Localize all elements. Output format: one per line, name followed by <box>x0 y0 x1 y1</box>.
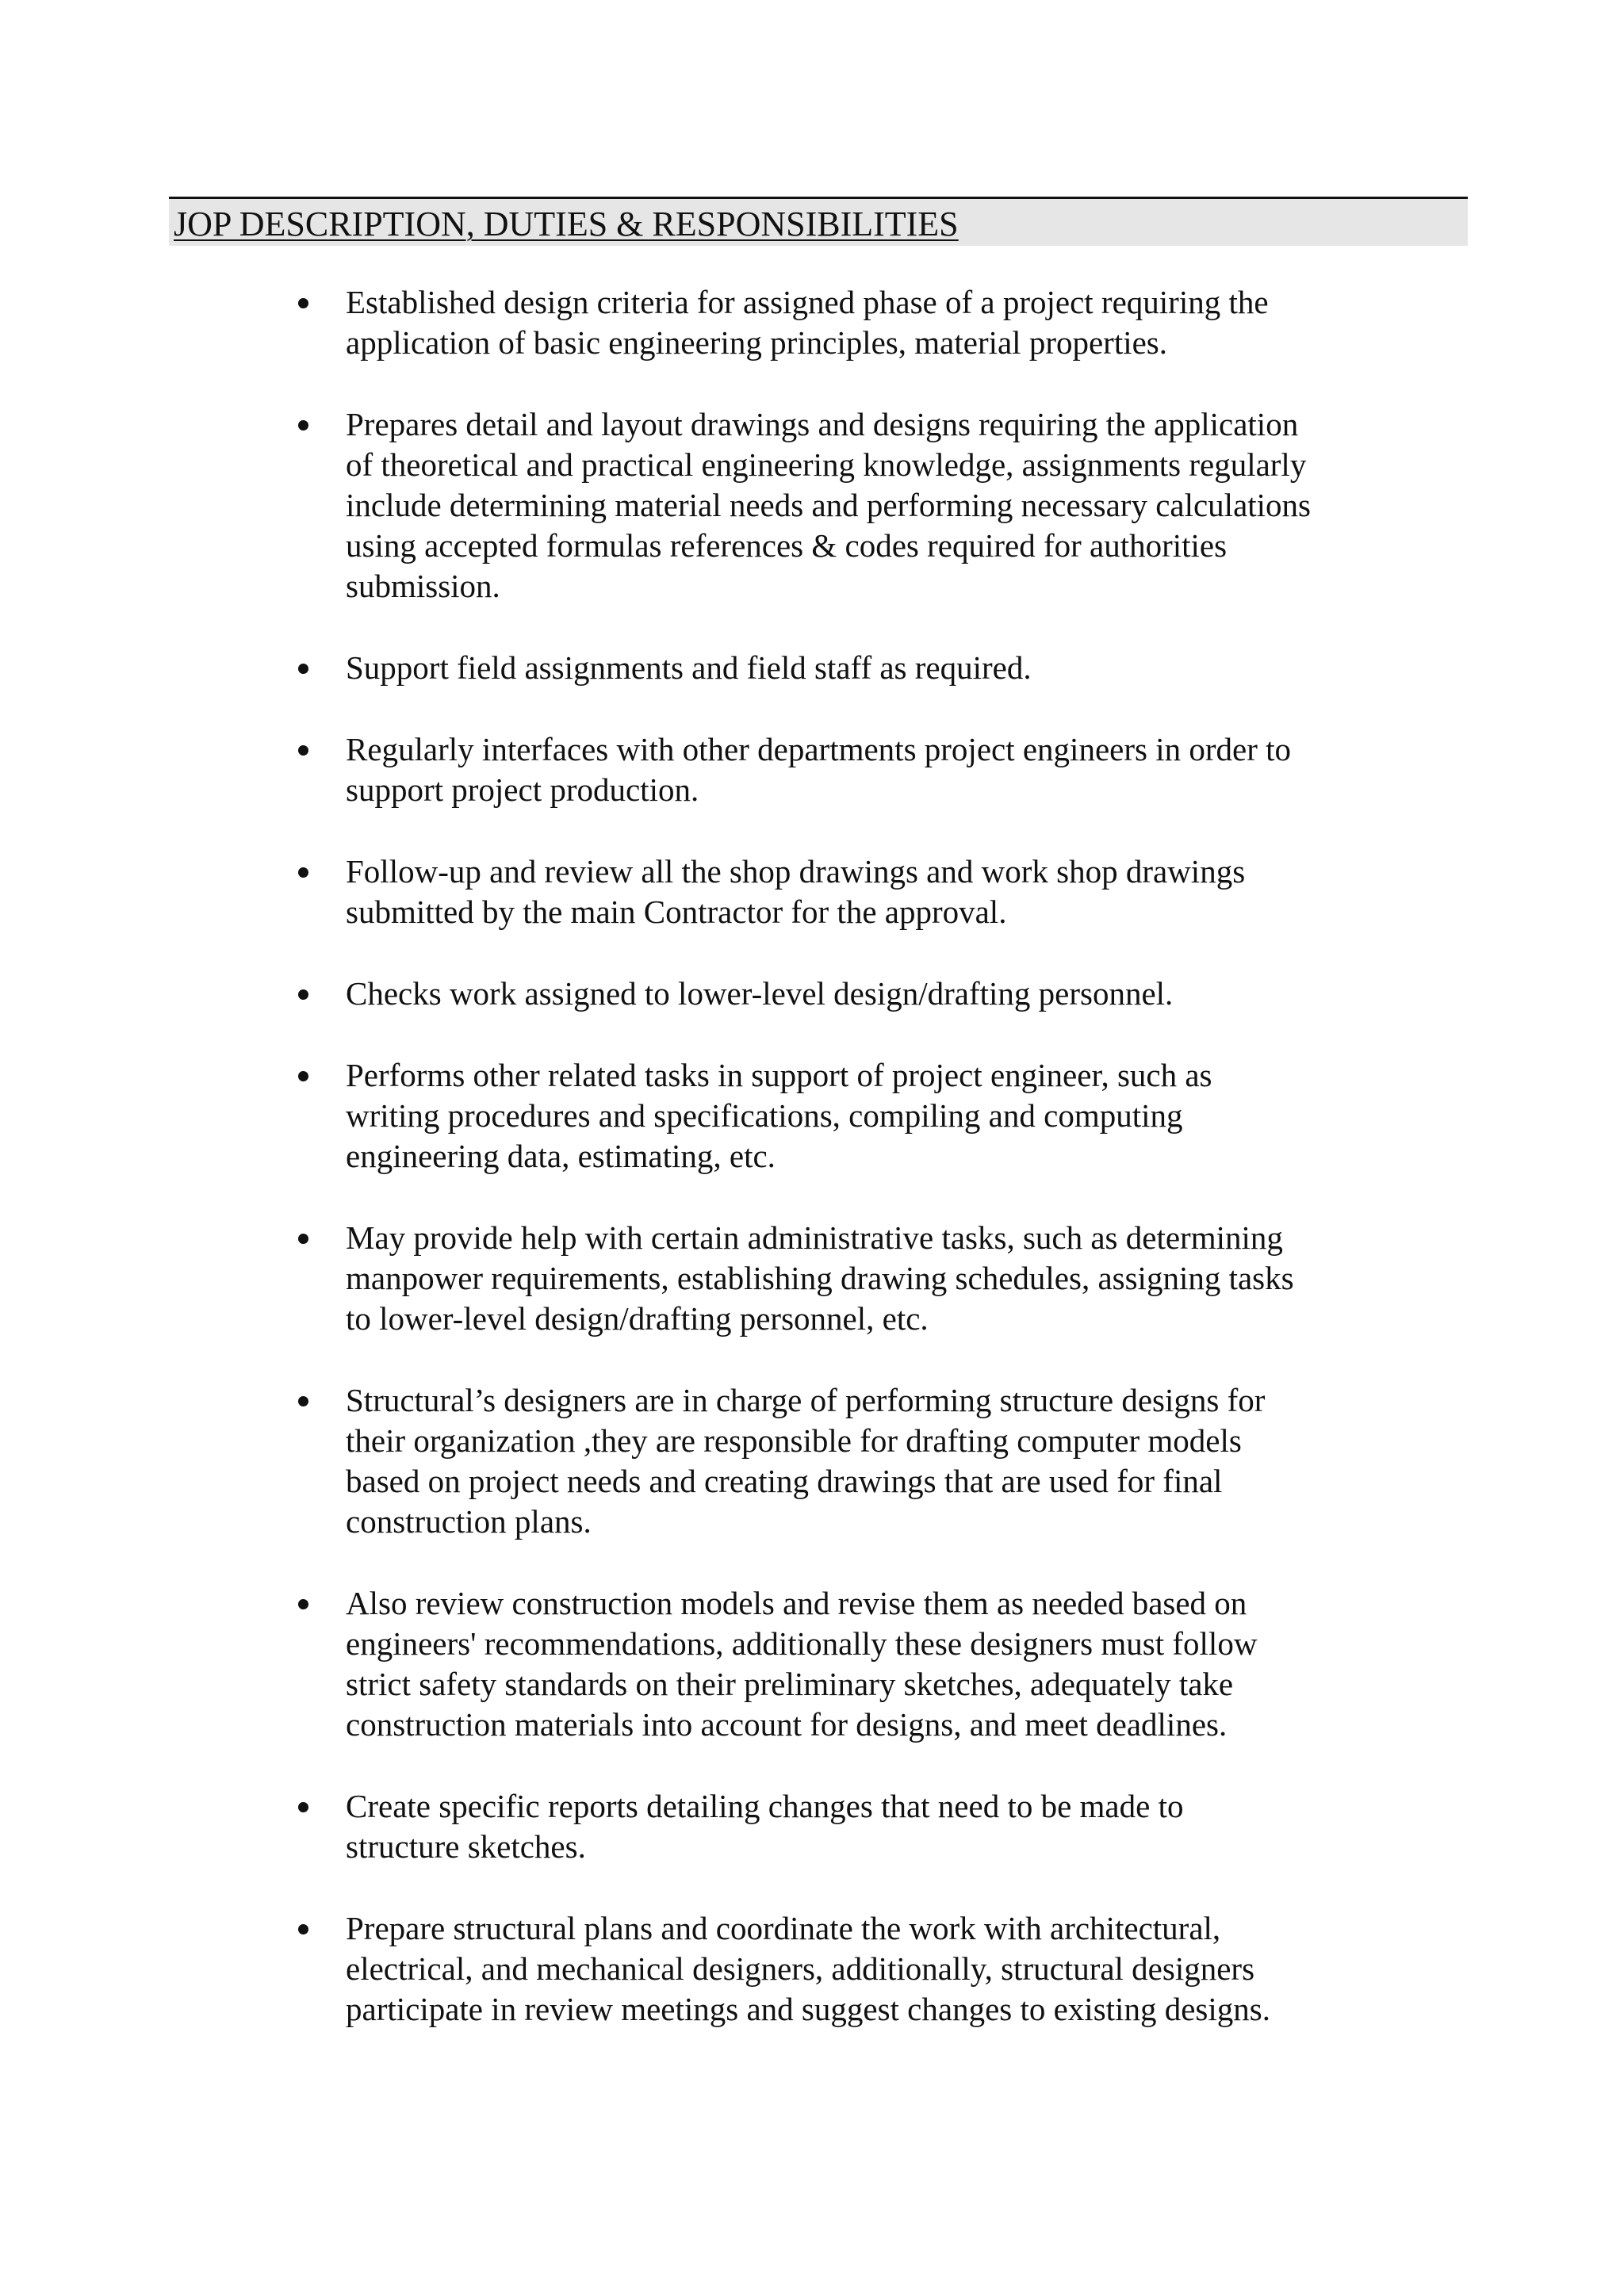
duty-item <box>0 729 1624 810</box>
duty-text: Structural’s designers are in charge of performing structure designs for their organization ,they are responsible for drafting computer models based on project needs and creating drawings that are used for final construction plans. <box>346 1382 1266 1540</box>
bullet-icon <box>298 298 308 308</box>
duty-text: Performs other related tasks in support of project engineer, such as writing procedures and specifications, compiling and computing engineering data, estimating, etc. <box>346 1057 1212 1174</box>
bullet-icon <box>298 1802 308 1812</box>
duty-text: Prepare structural plans and coordinate the work with architectural, electrical, and mechanical designers, additionally, structural designers participate in review meetings and suggest changes to existing designs. <box>346 1910 1270 2027</box>
duties-list <box>0 282 1624 2071</box>
duty-text: Also review construction models and revise them as needed based on engineers' recommendations, additionally these designers must follow strict safety standards on their preliminary sketches, adequately take construction materials into account for designs, and meet deadlines. <box>346 1585 1258 1743</box>
section-title: JOP DESCRIPTION, DUTIES & RESPONSIBILITIES <box>174 205 959 243</box>
duty-text: May provide help with certain administrative tasks, such as determining manpower requirements, establishing drawing schedules, assigning tasks to lower-level design/drafting personnel, etc. <box>346 1219 1294 1337</box>
duty-text: Support field assignments and field staff as required. <box>346 649 1032 686</box>
duty-item <box>0 851 1624 932</box>
duty-item <box>0 1786 1624 1867</box>
bullet-icon <box>298 664 308 674</box>
duty-text: Prepares detail and layout drawings and designs requiring the application of theoretical and practical engineering knowledge, assignments regularly include determining material needs and performing necessary calculations using accepted formulas references & codes required for authorities submission. <box>346 406 1312 604</box>
bullet-icon <box>298 1599 308 1609</box>
bullet-icon <box>298 1234 308 1244</box>
duty-text: Regularly interfaces with other departments project engineers in order to support project production. <box>346 731 1291 808</box>
duty-text: Create specific reports detailing changes that need to be made to structure sketches. <box>346 1788 1184 1865</box>
bullet-icon <box>298 1396 308 1406</box>
duty-item <box>0 1908 1624 2030</box>
duty-item <box>0 648 1624 688</box>
bullet-icon <box>298 867 308 878</box>
duty-text: Follow-up and review all the shop drawings and work shop drawings submitted by the main Contractor for the approval. <box>346 853 1246 930</box>
duty-item <box>0 1380 1624 1542</box>
duty-item <box>0 404 1624 607</box>
bullet-icon <box>298 1071 308 1081</box>
duty-item <box>0 282 1624 363</box>
duty-item <box>0 974 1624 1014</box>
duty-item <box>0 1055 1624 1177</box>
bullet-icon <box>298 420 308 430</box>
bullet-icon <box>298 1924 308 1934</box>
duty-text: Checks work assigned to lower-level design/drafting personnel. <box>346 975 1174 1012</box>
duty-text: Established design criteria for assigned phase of a project requiring the application of basic engineering principles, material properties. <box>346 284 1269 361</box>
bullet-icon <box>298 745 308 756</box>
duty-item <box>0 1218 1624 1339</box>
duty-item <box>0 1583 1624 1745</box>
section-header <box>169 197 1468 246</box>
bullet-icon <box>298 989 308 1000</box>
